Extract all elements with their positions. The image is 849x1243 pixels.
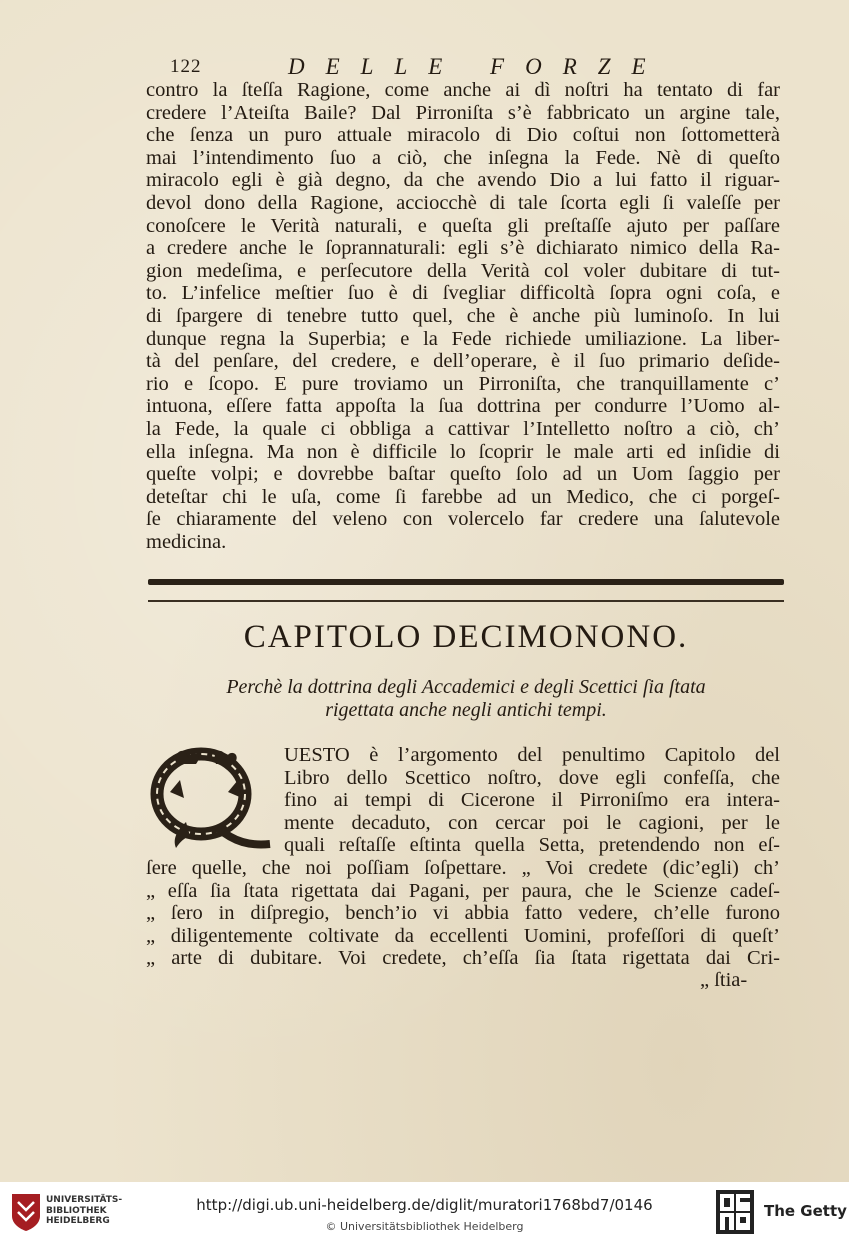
- viewer-footer: [0, 1182, 849, 1243]
- text-line: „ ſero in diſpregio, bench’io vi abbia fatto vedere, ch’elle furono: [146, 902, 780, 925]
- text-line: quali reſtaſſe eſtinta quella Setta, pretendendo non eſ-: [284, 834, 780, 857]
- text-line: conoſcere le Verità naturali, e queſta gli preſtaſſe ajuto per paſſare: [146, 214, 780, 237]
- text-line: ſe chiaramente del veleno con volercelo far credere una ſalutevole: [146, 508, 780, 531]
- text-line: tà del penſare, del credere, e dell’operare, è il ſuo primario deſide-: [146, 350, 780, 373]
- text-line: che ſenza un puro attuale miracolo di Dio coſtui non ſottometterà: [146, 124, 780, 147]
- permalink[interactable]: http://digi.ub.uni-heidelberg.de/diglit/muratori1768bd7/0146: [196, 1196, 653, 1214]
- sponsor-name: The Getty: [764, 1202, 847, 1220]
- text-line: to. L’infelice meſtier ſuo è di ſvegliar difficoltà ſopra ogni coſa, e: [146, 282, 780, 305]
- text-line: di ſpargere di tenebre tutto quel, che è anche più luminoſo. In lui: [146, 304, 780, 327]
- logo-line: BIBLIOTHEK: [46, 1205, 107, 1216]
- text-line: UESTO è l’argomento del penultimo Capitolo del: [284, 744, 780, 766]
- text-line: gion medeſima, e perſecutore della Verità col voler dubitare di tut-: [146, 259, 780, 282]
- subtitle-line: Perchè la dottrina degli Accademici e degli Scettici ſia ſtata: [226, 676, 706, 698]
- running-head: [170, 54, 670, 82]
- running-title: DELLE FORZE: [288, 54, 667, 79]
- chapter-subtitle: [148, 676, 784, 722]
- text-line: mai l’intendimento ſuo a ciò, che inſegna la Fede. Nè di queſto: [146, 146, 780, 169]
- text-line: queſte volpi; e dovrebbe baſtar queſto ſolo ad un Uom ſaggio per: [146, 463, 780, 486]
- subtitle-line: rigettata anche negli antichi tempi.: [325, 699, 607, 721]
- text-line: fino ai tempi di Cicerone il Pirroniſmo era intera-: [284, 789, 780, 812]
- chapter-title: CAPITOLO DECIMONONO.: [243, 619, 689, 655]
- page-number: 122: [170, 56, 202, 77]
- text-line: dunque regna la Superbia; e la Fede richiede umiliazione. La liber-: [146, 327, 780, 350]
- text-line: „ arte di dubitare. Voi credete, ch’eſſa ſia ſtata rigettata dai Cri-: [146, 947, 780, 970]
- text-line: mente decaduto, con cercar poi le cagioni, per le: [284, 811, 780, 834]
- text-line: credere l’Ateiſta Baile? Dal Pirroniſta s’è fabbricato un argine tale,: [146, 101, 780, 124]
- text-line: „ diligentemente coltivate da eccellenti Uomini, profeſſori di queſt’: [146, 924, 780, 947]
- text-line: Libro dello Scettico noſtro, dove egli confeſſa, che: [284, 766, 780, 789]
- text-line: devol dono della Ragione, acciocchè di tale ſcorta egli ſi valeſſe per: [146, 191, 780, 214]
- text-line: intuona, eſſere fatta appoſta la ſua dottrina per condurre l’Uomo al-: [146, 395, 780, 418]
- text-line: medicina.: [146, 530, 227, 553]
- text-line: rio e ſcopo. E pure troviamo un Pirroniſta, che tranquillamente c’: [146, 372, 780, 395]
- text-line: deteſtar chi le uſa, come ſi farebbe ad un Medico, che ci porgeſ-: [146, 485, 780, 508]
- paragraph-2: [146, 744, 780, 970]
- copyright-notice: © Universitätsbibliothek Heidelberg: [325, 1220, 524, 1233]
- text-line: contro la ſteſſa Ragione, come anche ai dì noſtri ha tentato di far: [146, 79, 780, 101]
- getty-logo-icon: [716, 1190, 754, 1234]
- text-line: a credere anche le ſoprannaturali: egli s’è dichiarato nimico della Ra-: [146, 237, 780, 260]
- catchword: „ ſtia-: [700, 969, 748, 991]
- section-divider-thin: [148, 600, 784, 602]
- section-divider-thick: [148, 579, 784, 585]
- logo-line: UNIVERSITÄTS-: [46, 1195, 123, 1205]
- text-line: „ eſſa ſia ſtata rigettata dai Pagani, per paura, che le Scienze cadeſ-: [146, 879, 780, 902]
- text-line: ella inſegna. Ma non è difficile lo ſcoprir le male arti ed inſidie di: [146, 440, 780, 463]
- text-line: la Fede, la quale ci obbliga a cattivar l’Intelletto noſtro a ciò, ch’: [146, 417, 780, 440]
- logo-line: HEIDELBERG: [46, 1216, 110, 1226]
- text-line: miracolo egli è già degno, da che avendo Dio a lui fatto il riguar-: [146, 169, 780, 192]
- paragraph-1: [146, 79, 780, 553]
- text-line: ſere quelle, che noi poſſiam ſoſpettare. „ Voi credete (dic’egli) ch’: [146, 856, 780, 879]
